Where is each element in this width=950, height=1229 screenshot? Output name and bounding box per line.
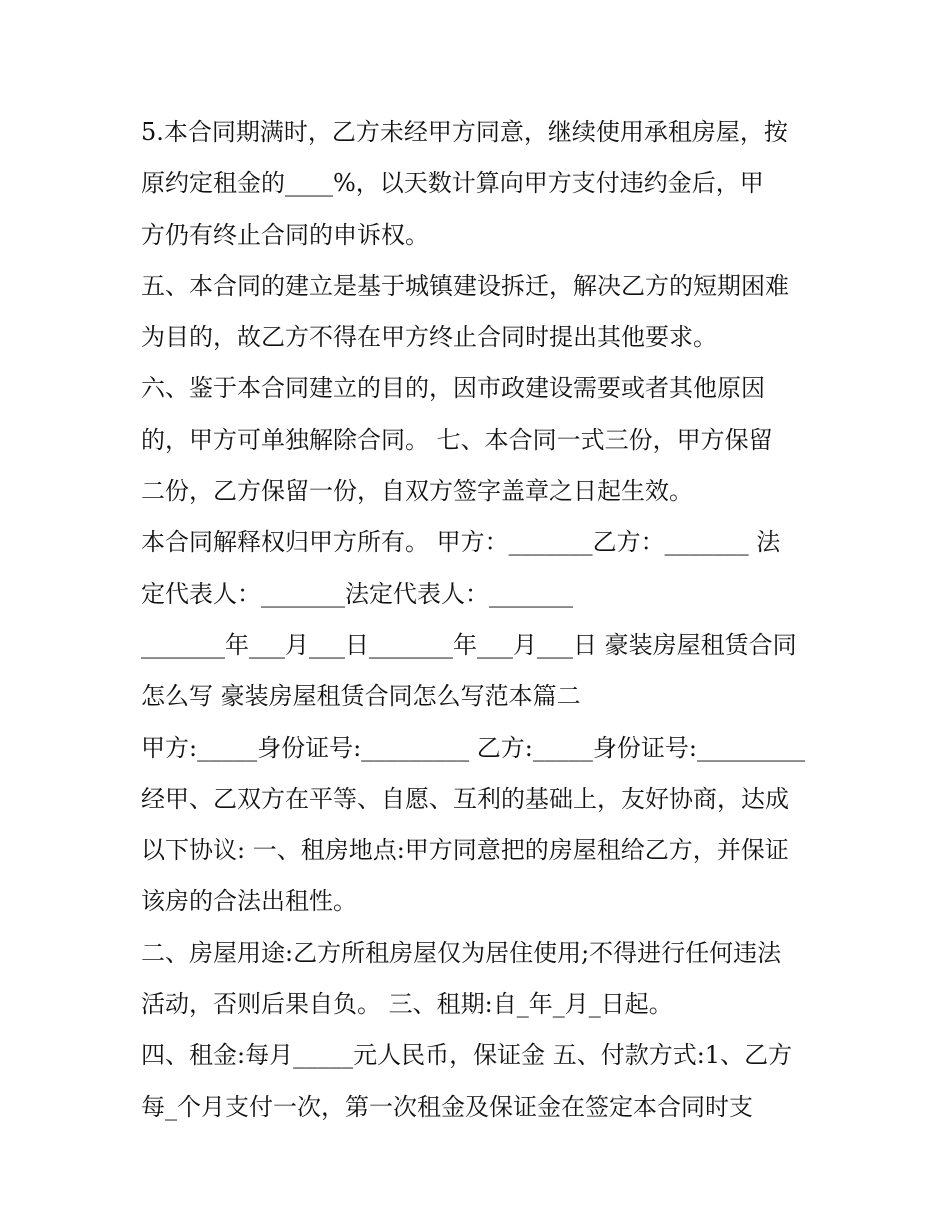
text-line: 定代表人：_______法定代表人：_______ bbox=[141, 579, 573, 608]
text-line: 二、房屋用途:乙方所租房屋仅为居住使用;不得进行任何违法 bbox=[141, 938, 782, 967]
text-line: 为目的，故乙方不得在甲方终止合同时提出其他要求。 bbox=[141, 323, 717, 352]
text-line: 经甲、乙双方在平等、自愿、互利的基础上，友好协商，达成 bbox=[141, 784, 789, 813]
text-line: 怎么写 豪装房屋租赁合同怎么写范本篇二 bbox=[141, 682, 581, 711]
text-line: 的，甲方可单独解除合同。 七、本合同一式三份，甲方保留 bbox=[141, 425, 773, 454]
text-line: 方仍有终止合同的申诉权。 bbox=[141, 220, 429, 249]
text-line: 5.本合同期满时，乙方未经甲方同意，继续使用承租房屋，按 bbox=[141, 118, 788, 146]
text-line: 该房的合法出租性。 bbox=[141, 887, 357, 916]
text-line: 甲方:_____身份证号:_________ 乙方:_____身份证号:_________ bbox=[141, 733, 805, 762]
document-body bbox=[141, 107, 821, 1133]
text-line: 四、租金:每月_____元人民币，保证金 五、付款方式:1、乙方 bbox=[141, 1041, 793, 1070]
text-line: 原约定租金的____%，以天数计算向甲方支付违约金后，甲 bbox=[141, 169, 764, 198]
text-line: 二份，乙方保留一份，自双方签字盖章之日起生效。 bbox=[141, 477, 693, 506]
text-line: 每_个月支付一次，第一次租金及保证金在签定本合同时支 bbox=[141, 1092, 753, 1121]
text-line: 以下协议: 一、租房地点:甲方同意把的房屋租给乙方，并保证 bbox=[141, 836, 789, 865]
text-line: 五、本合同的建立是基于城镇建设拆迁，解决乙方的短期困难 bbox=[141, 271, 789, 300]
text-line: _______年___月___日_______年___月___日 豪装房屋租赁合同 bbox=[141, 630, 797, 659]
text-line: 本合同解释权归甲方所有。 甲方：_______乙方：_______ 法 bbox=[141, 528, 781, 557]
text-line: 六、鉴于本合同建立的目的，因市政建设需要或者其他原因 bbox=[141, 374, 765, 403]
text-line: 活动，否则后果自负。 三、租期:自_年_月_日起。 bbox=[141, 990, 673, 1019]
